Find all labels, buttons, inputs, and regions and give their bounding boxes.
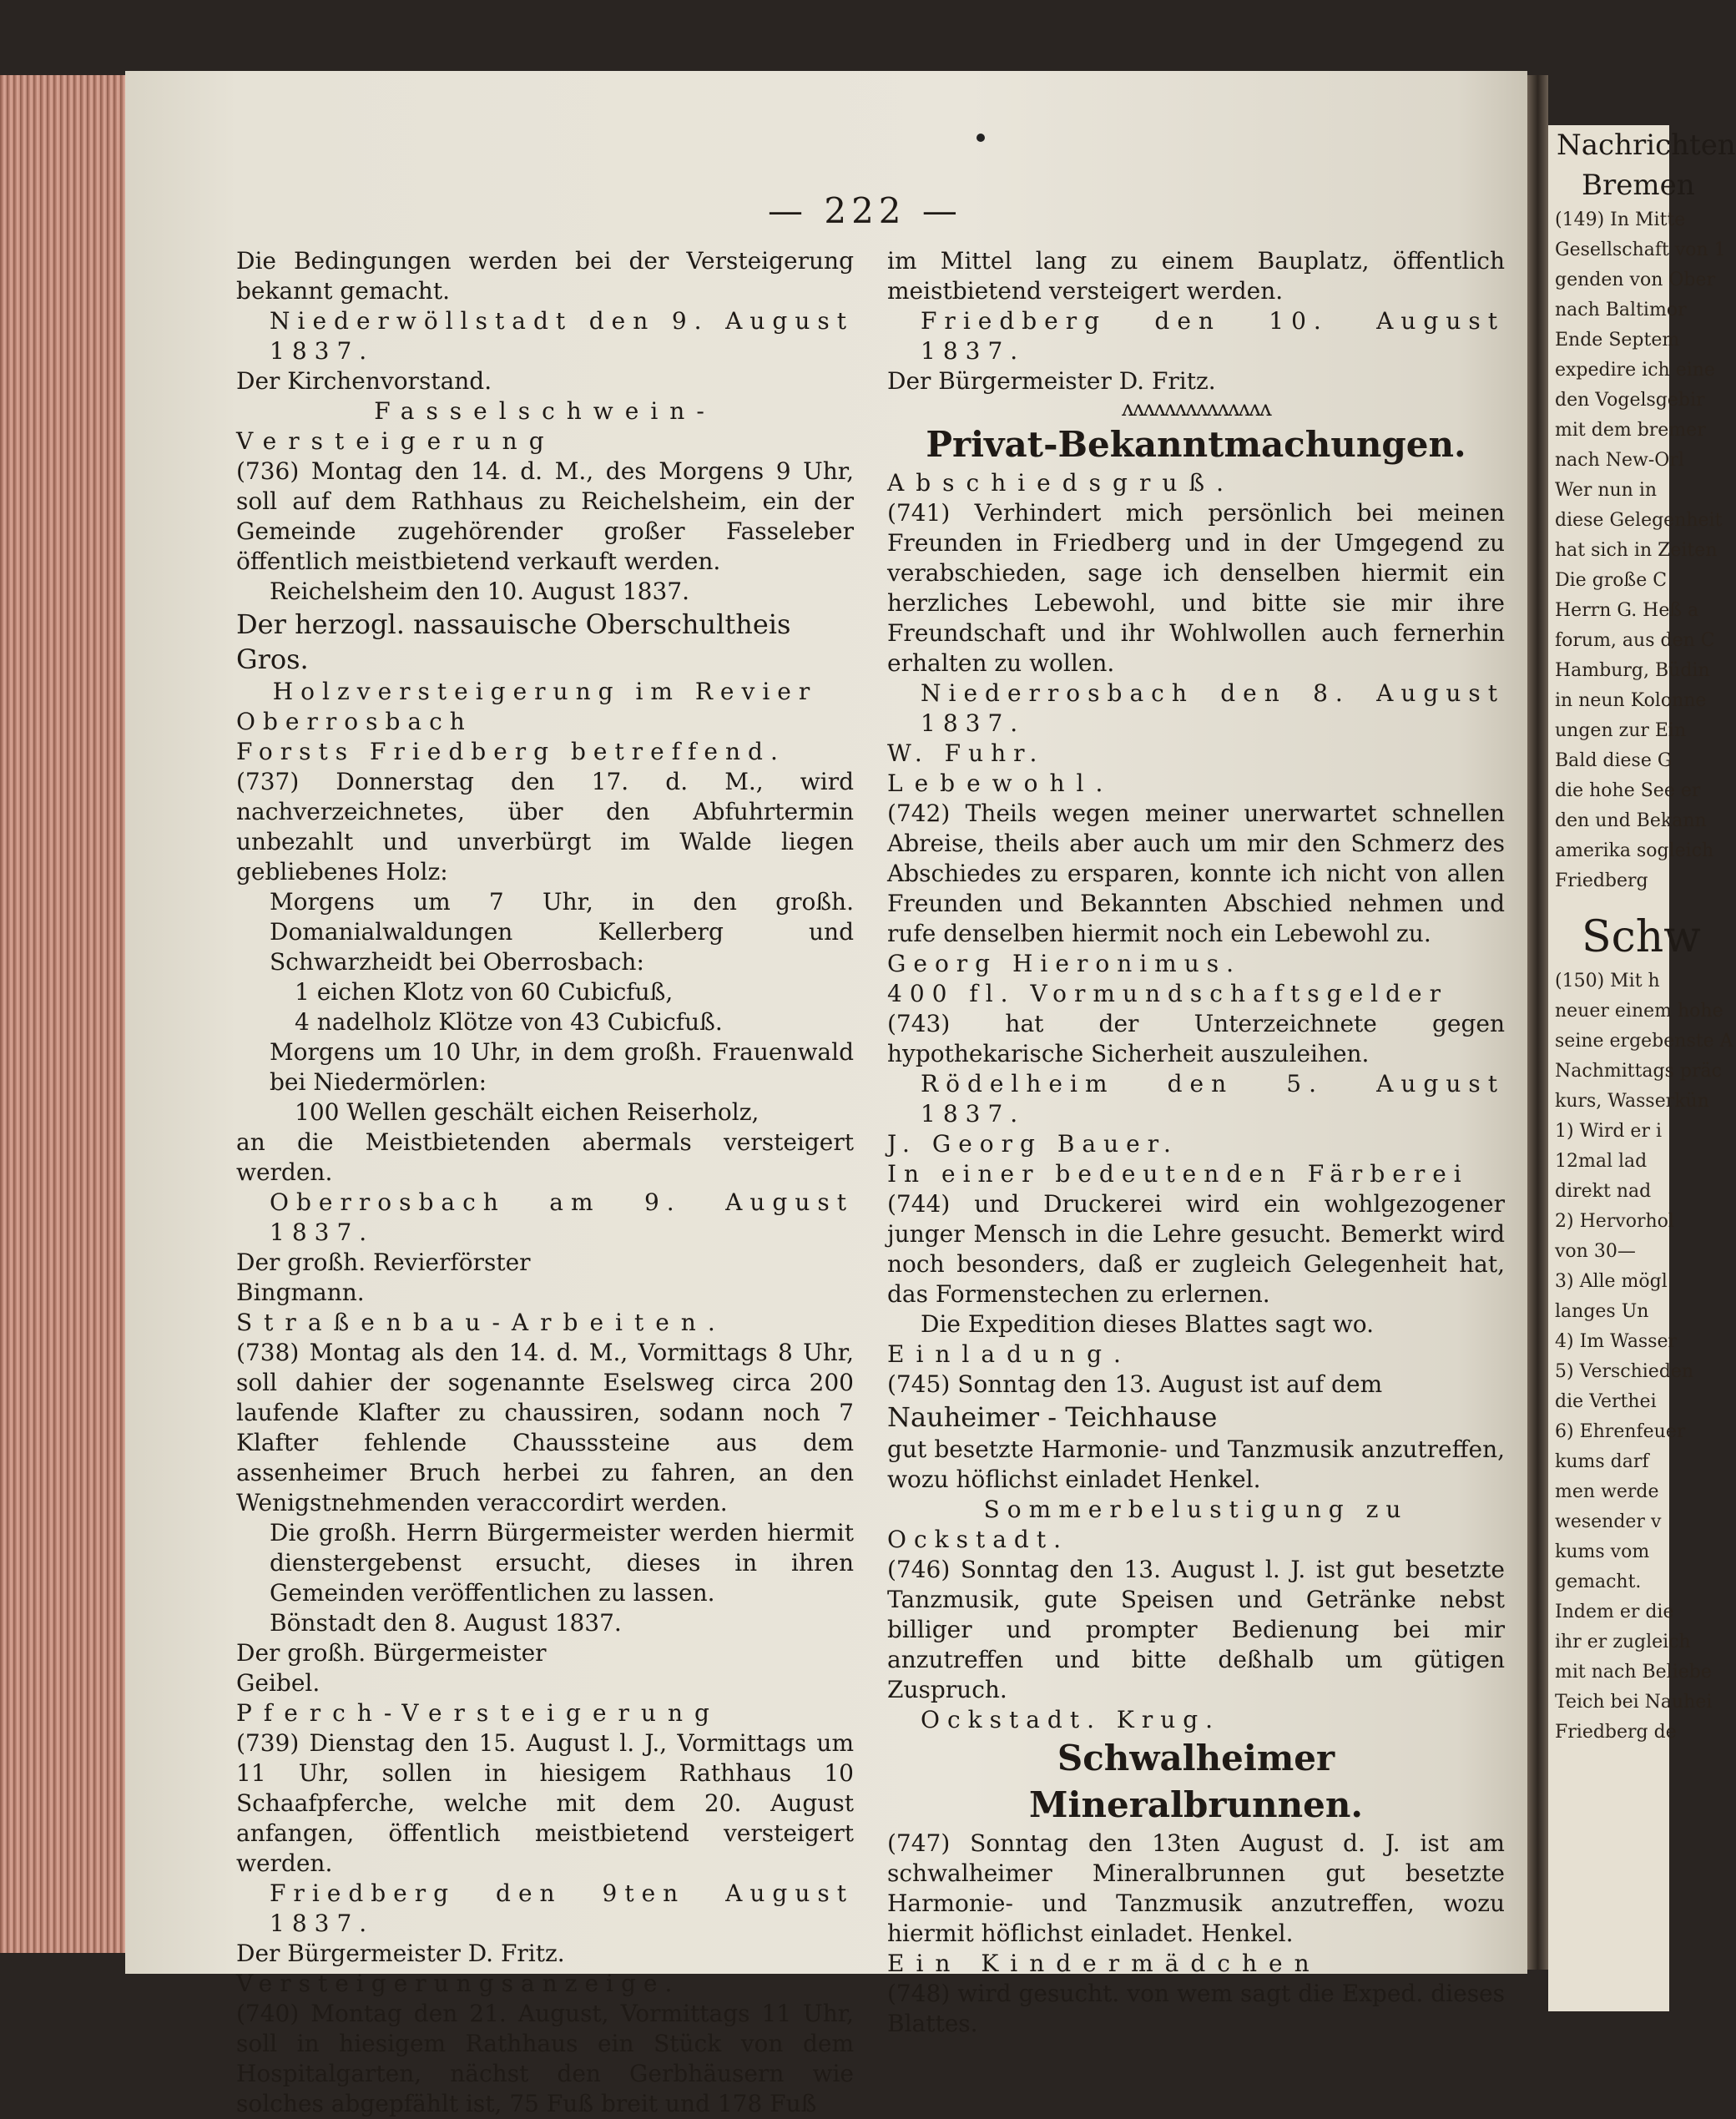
adjacent-page-line: die Verthei bbox=[1555, 1391, 1657, 1412]
adjacent-page-line: nach Baltimor bbox=[1555, 300, 1687, 320]
adjacent-page-line: mit dem bremer bbox=[1555, 420, 1706, 441]
right-column-block: (745) Sonntag den 13. August ist auf dem bbox=[887, 1370, 1383, 1398]
adjacent-page-line: Bald diese G bbox=[1555, 750, 1673, 771]
left-column-block: Versteigerungsanzeige. bbox=[236, 1970, 680, 1997]
left-column-block: Geibel. bbox=[236, 1669, 320, 1697]
left-column-block: Niederwöllstadt den 9. August 1837. bbox=[270, 307, 854, 365]
adjacent-page-line: wesender v bbox=[1555, 1511, 1662, 1532]
right-column-block: 400 fl. Vormundschaftsgelder bbox=[887, 980, 1448, 1007]
right-column-block: Niederrosbach den 8. August 1837. bbox=[921, 679, 1505, 737]
left-column-block: Der großh. Revierförster bbox=[236, 1249, 531, 1276]
left-column-block: Der herzogl. nassauische Oberschultheis bbox=[236, 608, 791, 640]
adjacent-page-line: den und Bekann bbox=[1555, 810, 1707, 831]
right-column-block: (746) Sonntag den 13. August l. J. ist gut besetzte Tanzmusik, gute Speisen und Getränke nebst billiger und prompter Bedienung bei mir anzutreffen und bitte deßhalb um gütigen Zuspruch. bbox=[887, 1556, 1505, 1703]
adjacent-page-line: 12mal lad bbox=[1555, 1151, 1648, 1172]
adjacent-page-line: kums vom bbox=[1555, 1541, 1650, 1562]
adjacent-page-header: Nachrichten bbox=[1557, 129, 1736, 162]
right-column-block: Nauheimer - Teichhause bbox=[887, 1401, 1218, 1433]
adjacent-page-line: (149) In Mitte bbox=[1555, 209, 1686, 230]
right-column-block: gut besetzte Harmonie- und Tanzmusik anzutreffen, wozu höflichst einladet Henkel. bbox=[887, 1435, 1505, 1493]
adjacent-page-line: Indem er die bbox=[1555, 1602, 1674, 1622]
adjacent-page-line: von 30— bbox=[1555, 1241, 1636, 1262]
adjacent-page-lines-2 bbox=[1548, 966, 1733, 1748]
left-column-block: Bingmann. bbox=[236, 1279, 365, 1306]
right-column-block: Abschiedsgruß. bbox=[887, 469, 1235, 497]
left-column-block: Der Bürgermeister D. Fritz. bbox=[236, 1940, 565, 1967]
right-column-block: J. Georg Bauer. bbox=[887, 1130, 1178, 1158]
right-column-block: Georg Hieronimus. bbox=[887, 950, 1242, 977]
left-column-block: (739) Dienstag den 15. August l. J., Vormittags um 11 Uhr, sollen in hiesigem Rathhaus 10 Schaafpferche, welche mit dem 20. August anfangen, öffentlich meistbietend versteigert werden. bbox=[236, 1729, 854, 1877]
right-column bbox=[887, 246, 1505, 2039]
left-column-block: Holzversteigerung im Revier Oberrosbach bbox=[236, 678, 818, 735]
left-column-block: Die Bedingungen werden bei der Versteigerung bekannt gemacht. bbox=[236, 247, 854, 305]
adjacent-page-line: die hohe See er bbox=[1555, 780, 1701, 801]
right-column-block: Der Bürgermeister D. Fritz. bbox=[887, 367, 1216, 395]
left-column-block: Die großh. Herrn Bürgermeister werden hiermit dienstergebenst ersucht, dieses in ihren Gemeinden veröffentlichen zu lassen. bbox=[270, 1519, 854, 1607]
adjacent-page-line: 2) Hervorhol bbox=[1555, 1211, 1674, 1232]
left-column bbox=[236, 246, 854, 2119]
adjacent-page-line: 4) Im Wasser bbox=[1555, 1331, 1678, 1352]
print-dot bbox=[976, 134, 985, 142]
right-column-block: Friedberg den 10. August 1837. bbox=[921, 307, 1505, 365]
adjacent-page-line: gemacht. bbox=[1555, 1572, 1642, 1592]
adjacent-page-line: langes Un bbox=[1555, 1301, 1649, 1322]
left-column-block: Friedberg den 9ten August 1837. bbox=[270, 1879, 854, 1937]
left-column-block: Morgens um 10 Uhr, in dem großh. Frauenwald bei Niedermörlen: bbox=[270, 1038, 854, 1096]
right-column-block: Schwalheimer Mineralbrunnen. bbox=[1029, 1738, 1363, 1825]
right-column-block: Ockstadt. Krug. bbox=[921, 1706, 1221, 1733]
right-column-block: im Mittel lang zu einem Bauplatz, öffentlich meistbietend versteigert werden. bbox=[887, 247, 1505, 305]
right-column-block: Privat-Bekanntmachungen. bbox=[926, 424, 1466, 465]
left-column-block: Morgens um 7 Uhr, in den großh. Domanialwaldungen Kellerberg und Schwarzheidt bei Oberrosbach: bbox=[270, 888, 854, 976]
right-column-block: (748) wird gesucht. von wem sagt die Exped. dieses Blattes. bbox=[887, 1980, 1505, 2037]
adjacent-page-line: expedire ich eine bbox=[1555, 360, 1715, 381]
adjacent-page-line: Wer nun in bbox=[1555, 480, 1658, 501]
adjacent-page-line: 1) Wird er i bbox=[1555, 1121, 1662, 1142]
left-column-block: 100 Wellen geschält eichen Reiserholz, bbox=[295, 1098, 760, 1126]
adjacent-page-line: Hamburg, Büdin bbox=[1555, 660, 1710, 681]
right-column-block: W. Fuhr. bbox=[887, 739, 1045, 767]
adjacent-page-line: Friedberg bbox=[1555, 870, 1648, 891]
adjacent-page-line: 3) Alle mögl bbox=[1555, 1271, 1668, 1292]
right-column-block: Sommerbelustigung zu Ockstadt. bbox=[887, 1496, 1409, 1553]
adjacent-page-line: Nachmittags präc bbox=[1555, 1061, 1722, 1082]
adjacent-page-line: seine ergebenste A bbox=[1555, 1031, 1733, 1052]
right-column-block: (741) Verhindert mich persönlich bei meinen Freunden in Friedberg und in der Umgegend zu verabschieden, sage ich denselben hiermit ein herzliches Lebewohl, und bitte sie mir ihre Freundschaft und ihr Wohlwollen auch fernerhin erhalten zu wollen. bbox=[887, 499, 1505, 677]
adjacent-page-section-header: Schw bbox=[1582, 912, 1701, 962]
right-column-block: In einer bedeutenden Färberei bbox=[887, 1160, 1469, 1188]
adjacent-page-line: direkt nad bbox=[1555, 1181, 1652, 1202]
book-page-edges bbox=[0, 75, 125, 1953]
left-column-block: (740) Montag den 21. August, Vormittags 11 Uhr, soll in hiesigem Rathhaus ein Stück von dem Hospitalgarten, nächst den Gerbhäusern wie solches abgepfählt ist, 75 Fuß breit und 178 Fuß bbox=[236, 2000, 854, 2117]
adjacent-page-line: amerika sogleich bbox=[1555, 840, 1714, 861]
adjacent-page-line: Teich bei Nauhei bbox=[1555, 1692, 1713, 1713]
adjacent-page-line: hat sich in Zeiten bbox=[1555, 540, 1718, 561]
right-column-block: Lebewohl. bbox=[887, 769, 1115, 797]
adjacent-page-line: nach New-Orl bbox=[1555, 450, 1684, 471]
adjacent-page-line: Gesellschaft von 1 bbox=[1555, 240, 1726, 260]
adjacent-page-line: 5) Verschieden bbox=[1555, 1361, 1694, 1382]
adjacent-page-line: Die große C bbox=[1555, 570, 1668, 591]
page-number: — 222 — bbox=[768, 190, 962, 231]
left-column-block: (738) Montag als den 14. d. M., Vormittags 8 Uhr, soll dahier der sogenannte Eselsweg circa 200 laufende Klafter zu chaussiren, sodann noch 7 Klafter fehlende Chausssteine aus dem assenheimer Bruch herbei zu fahren, an den Wenigstnehmenden veraccordirt werden. bbox=[236, 1339, 854, 1516]
adjacent-page-line: (150) Mit h bbox=[1555, 971, 1660, 991]
right-column-block: (742) Theils wegen meiner unerwartet schnellen Abreise, theils aber auch um mir den Schmerz des Abschiedes zu ersparen, konnte ich nicht von allen Freunden und Bekannten Abschied nehmen und rufe denselben hiermit noch ein Lebewohl zu. bbox=[887, 800, 1505, 947]
right-column-block: Rödelheim den 5. August 1837. bbox=[921, 1070, 1505, 1128]
adjacent-page-line: men werde bbox=[1555, 1481, 1659, 1502]
left-column-block: 4 nadelholz Klötze von 43 Cubicfuß. bbox=[295, 1008, 723, 1036]
right-column-block: Die Expedition dieses Blattes sagt wo. bbox=[921, 1310, 1375, 1338]
adjacent-page-line: in neun Kolonne bbox=[1555, 690, 1707, 711]
adjacent-page-line: ungen zur Ein bbox=[1555, 720, 1687, 741]
left-column-block: (736) Montag den 14. d. M., des Morgens 9 Uhr, soll auf dem Rathhaus zu Reichelsheim, ein der Gemeinde zugehörender großer Fasseleber öffentlich meistbietend verkauft werden. bbox=[236, 457, 854, 575]
adjacent-page-lines bbox=[1548, 205, 1726, 896]
adjacent-page-line: forum, aus den C bbox=[1555, 630, 1715, 651]
left-column-block: Der großh. Bürgermeister bbox=[236, 1639, 547, 1667]
left-column-block: Oberrosbach am 9. August 1837. bbox=[270, 1188, 854, 1246]
right-column-block: Ein Kindermädchen bbox=[887, 1950, 1321, 1977]
left-column-block: an die Meistbietenden abermals versteigert werden. bbox=[236, 1128, 854, 1186]
left-column-block: Forsts Friedberg betreffend. bbox=[236, 738, 785, 765]
left-column-block: Der Kirchenvorstand. bbox=[236, 367, 492, 395]
left-column-block: 1 eichen Klotz von 60 Cubicfuß, bbox=[295, 978, 674, 1006]
left-column-block: (737) Donnerstag den 17. d. M., wird nachverzeichnetes, über den Abfuhrtermin unbezahlt und unverbürgt im Walde liegen gebliebenes Holz: bbox=[236, 768, 854, 885]
adjacent-page-line: Herrn G. Heß a bbox=[1555, 600, 1699, 621]
left-column-block: Pferch-Versteigerung bbox=[236, 1699, 721, 1727]
book-gutter bbox=[1527, 75, 1548, 1970]
adjacent-page-line: Friedberg de bbox=[1555, 1722, 1677, 1743]
adjacent-page bbox=[1548, 125, 1736, 2011]
adjacent-page-line: mit nach Beliebe bbox=[1555, 1662, 1712, 1683]
right-column-block: Einladung. bbox=[887, 1340, 1133, 1368]
right-column-block: (744) und Druckerei wird ein wohlgezogener junger Mensch in die Lehre gesucht. Bemerkt wird noch besonders, daß er zugleich Gelegenheit hat, das Formenstechen zu erlernen. bbox=[887, 1190, 1505, 1308]
right-column-block: (743) hat der Unterzeichnete gegen hypothekarische Sicherheit auszuleihen. bbox=[887, 1010, 1505, 1067]
left-column-block: Gros. bbox=[236, 643, 309, 675]
left-column-block: Reichelsheim den 10. August 1837. bbox=[270, 578, 689, 605]
adjacent-page-line: Ende Septem bbox=[1555, 330, 1680, 351]
left-column-block: Straßenbau-Arbeiten. bbox=[236, 1309, 727, 1336]
adjacent-page-line: neuer einem hohe bbox=[1555, 1001, 1723, 1022]
adjacent-page-line: kums darf bbox=[1555, 1451, 1649, 1472]
right-column-block: ʌʌʌʌʌʌʌʌʌʌʌʌʌʌ bbox=[1122, 396, 1270, 421]
adjacent-page-line: kurs, Wasserkün bbox=[1555, 1091, 1709, 1112]
left-column-block: Bönstadt den 8. August 1837. bbox=[270, 1609, 622, 1637]
adjacent-page-line: den Vogelsgebir bbox=[1555, 390, 1705, 411]
adjacent-page-line: ihr er zugleich bbox=[1555, 1632, 1691, 1652]
adjacent-page-line: genden von Ober bbox=[1555, 270, 1716, 290]
adjacent-page-line: diese Gelegenheit bbox=[1555, 510, 1723, 531]
left-column-block: Fasselschwein-Versteigerung bbox=[236, 397, 716, 455]
adjacent-page-line: 6) Ehrenfeuer bbox=[1555, 1421, 1686, 1442]
right-column-block: (747) Sonntag den 13ten August d. J. ist am schwalheimer Mineralbrunnen gut besetzte Harmonie- und Tanzmusik anzutreffen, wozu hiermit höflichst einladet. Henkel. bbox=[887, 1829, 1505, 1947]
adjacent-page-header-2: Bremen bbox=[1582, 169, 1695, 202]
